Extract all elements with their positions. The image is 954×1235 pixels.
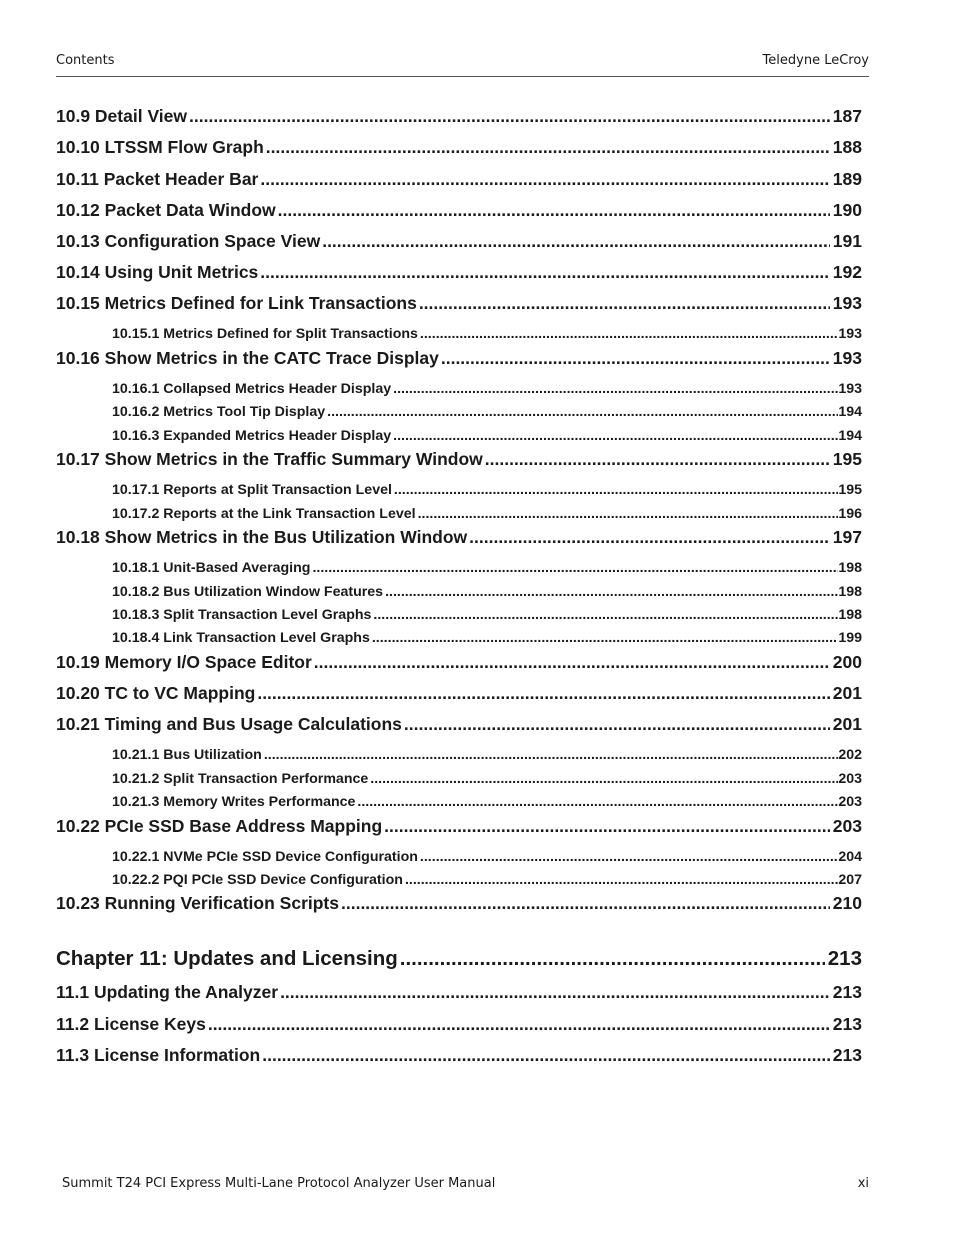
toc-subentry[interactable] xyxy=(112,506,862,522)
toc-entry-title: 11.2 License Keys xyxy=(56,1014,206,1034)
footer-page-number: xi xyxy=(857,1176,869,1191)
toc-entry-title: 10.22 PCIe SSD Base Address Mapping xyxy=(56,816,383,836)
toc-entry[interactable] xyxy=(56,982,862,1003)
toc-subentry[interactable] xyxy=(112,381,862,397)
toc-entry[interactable] xyxy=(56,816,862,837)
dot-leader xyxy=(262,1045,830,1066)
toc-entry-title: 11.1 Updating the Analyzer xyxy=(56,982,279,1002)
toc-subentry[interactable] xyxy=(112,771,862,787)
toc-subentry[interactable] xyxy=(112,794,862,810)
toc-entry-title: 10.22.2 PQI PCIe SSD Device Configuration xyxy=(112,872,403,888)
toc-entry-title: 10.9 Detail View xyxy=(56,106,188,126)
toc-entry-title: 10.23 Running Verification Scripts xyxy=(56,893,339,913)
toc-entry[interactable] xyxy=(56,893,862,914)
toc-entry-title: 10.17.1 Reports at Split Transaction Level xyxy=(112,482,392,498)
toc-entry-page: 187 xyxy=(832,106,862,126)
dot-leader xyxy=(404,714,830,735)
dot-leader xyxy=(327,404,838,420)
toc-entry-page: 196 xyxy=(838,506,862,522)
toc-entry-page: 194 xyxy=(838,404,862,420)
dot-leader xyxy=(384,816,830,837)
toc-entry-page: 204 xyxy=(838,849,862,865)
toc-entry-page: 198 xyxy=(838,560,862,576)
toc-subentry[interactable] xyxy=(112,872,862,888)
toc-entry-page: 198 xyxy=(838,584,862,600)
dot-leader xyxy=(357,794,838,810)
toc-subentry[interactable] xyxy=(112,560,862,576)
dot-leader xyxy=(419,293,830,314)
toc-entry-title: 10.21.3 Memory Writes Performance xyxy=(112,794,356,810)
toc-entry-page: 200 xyxy=(832,652,862,672)
toc-entry[interactable] xyxy=(56,527,862,548)
header-company-name: Teledyne LeCroy xyxy=(762,53,869,68)
dot-leader xyxy=(393,428,838,444)
toc-entry-title: 10.17 Show Metrics in the Traffic Summary Window xyxy=(56,449,483,469)
toc-entry[interactable] xyxy=(56,169,862,190)
toc-entry-title: 10.18.4 Link Transaction Level Graphs xyxy=(112,630,370,646)
toc-entry-page: 193 xyxy=(838,326,862,342)
dot-leader xyxy=(420,326,838,342)
header-section-name: Contents xyxy=(56,53,115,68)
dot-leader xyxy=(260,169,829,190)
dot-leader xyxy=(312,560,838,576)
toc-entry-page: 203 xyxy=(838,794,862,810)
dot-leader xyxy=(266,137,830,158)
toc-entry-title: 10.22.1 NVMe PCIe SSD Device Configuration xyxy=(112,849,418,865)
toc-entry-title: 10.16.2 Metrics Tool Tip Display xyxy=(112,404,326,420)
dot-leader xyxy=(400,947,825,971)
toc-entry[interactable] xyxy=(56,683,862,704)
dot-leader xyxy=(469,527,830,548)
toc-entry[interactable] xyxy=(56,137,862,158)
toc-entry-page: 198 xyxy=(838,607,862,623)
toc-entry-page: 191 xyxy=(832,231,862,251)
toc-entry-page: 195 xyxy=(838,482,862,498)
toc-entry-title: 10.14 Using Unit Metrics xyxy=(56,262,259,282)
toc-entry-page: 201 xyxy=(832,683,862,703)
dot-leader xyxy=(280,982,830,1003)
toc-entry-title: 11.3 License Information xyxy=(56,1045,261,1065)
dot-leader xyxy=(441,348,830,369)
toc-entry-title: 10.18 Show Metrics in the Bus Utilization Window xyxy=(56,527,468,547)
toc-subentry[interactable] xyxy=(112,326,862,342)
toc-entry-title: 10.21.2 Split Transaction Performance xyxy=(112,771,369,787)
dot-leader xyxy=(278,200,830,221)
dot-leader xyxy=(208,1014,830,1035)
toc-entry-page: 197 xyxy=(832,527,862,547)
toc-entry-page: 188 xyxy=(832,137,862,157)
toc-entry-page: 203 xyxy=(838,771,862,787)
toc-entry-page: 213 xyxy=(832,1014,862,1034)
toc-subentry[interactable] xyxy=(112,482,862,498)
dot-leader xyxy=(394,482,838,498)
toc-chapter-entry[interactable] xyxy=(56,947,862,971)
dot-leader xyxy=(314,652,830,673)
toc-entry-title: 10.10 LTSSM Flow Graph xyxy=(56,137,264,157)
toc-entry-title: 10.16 Show Metrics in the CATC Trace Display xyxy=(56,348,439,368)
toc-entry-page: 193 xyxy=(838,381,862,397)
dot-leader xyxy=(485,449,830,470)
footer-manual-title: Summit T24 PCI Express Multi-Lane Protocol Analyzer User Manual xyxy=(62,1176,496,1191)
toc-subentry[interactable] xyxy=(112,607,862,623)
toc-entry-page: 192 xyxy=(832,262,862,282)
dot-leader xyxy=(373,607,838,623)
toc-entry-page: 193 xyxy=(832,348,862,368)
toc-subentry[interactable] xyxy=(112,584,862,600)
toc-entry-page: 195 xyxy=(832,449,862,469)
dot-leader xyxy=(370,771,838,787)
dot-leader xyxy=(393,381,838,397)
toc-entry-title: 10.18.2 Bus Utilization Window Features xyxy=(112,584,384,600)
toc-entry-page: 202 xyxy=(838,747,862,763)
dot-leader xyxy=(260,262,830,283)
toc-subentry[interactable] xyxy=(112,428,862,444)
dot-leader xyxy=(385,584,838,600)
toc-entry-page: 210 xyxy=(832,893,862,913)
toc-entry-page: 213 xyxy=(832,1045,862,1065)
dot-leader xyxy=(420,849,838,865)
dot-leader xyxy=(418,506,839,522)
toc-entry[interactable] xyxy=(56,348,862,369)
toc-entry[interactable] xyxy=(56,652,862,673)
toc-entry-page: 207 xyxy=(838,872,862,888)
toc-entry-title: 10.16.1 Collapsed Metrics Header Display xyxy=(112,381,392,397)
toc-entry[interactable] xyxy=(56,714,862,735)
toc-entry-title: 10.16.3 Expanded Metrics Header Display xyxy=(112,428,392,444)
toc-entry-title: 10.20 TC to VC Mapping xyxy=(56,683,256,703)
toc-entry-page: 213 xyxy=(827,947,862,970)
toc-entry-page: 203 xyxy=(832,816,862,836)
toc-entry-title: 10.21 Timing and Bus Usage Calculations xyxy=(56,714,402,734)
toc-entry-page: 199 xyxy=(838,630,862,646)
dot-leader xyxy=(372,630,838,646)
toc-subentry[interactable] xyxy=(112,747,862,763)
toc-entry[interactable] xyxy=(56,200,862,221)
toc-entry[interactable] xyxy=(56,231,862,252)
table-of-contents xyxy=(56,0,862,1235)
toc-entry[interactable] xyxy=(56,1014,862,1035)
dot-leader xyxy=(322,231,830,252)
toc-subentry[interactable] xyxy=(112,630,862,646)
toc-entry[interactable] xyxy=(56,1045,862,1066)
dot-leader xyxy=(405,872,838,888)
dot-leader xyxy=(264,747,839,763)
toc-entry-title: 10.13 Configuration Space View xyxy=(56,231,321,251)
toc-entry-title: 10.18.3 Split Transaction Level Graphs xyxy=(112,607,372,623)
toc-entry-page: 194 xyxy=(838,428,862,444)
dot-leader xyxy=(341,893,830,914)
dot-leader xyxy=(189,106,830,127)
toc-entry-title: 10.15 Metrics Defined for Link Transactions xyxy=(56,293,417,313)
toc-entry-page: 189 xyxy=(832,169,862,189)
toc-entry[interactable] xyxy=(56,449,862,470)
toc-entry-page: 201 xyxy=(832,714,862,734)
toc-entry-title: 10.18.1 Unit-Based Averaging xyxy=(112,560,311,576)
toc-entry[interactable] xyxy=(56,106,862,127)
toc-entry-title: 10.19 Memory I/O Space Editor xyxy=(56,652,312,672)
toc-entry-title: 10.21.1 Bus Utilization xyxy=(112,747,262,763)
toc-entry[interactable] xyxy=(56,262,862,283)
toc-entry-page: 193 xyxy=(832,293,862,313)
toc-entry-title: 10.12 Packet Data Window xyxy=(56,200,276,220)
toc-entry-page: 213 xyxy=(832,982,862,1002)
toc-entry-title: 10.11 Packet Header Bar xyxy=(56,169,259,189)
toc-entry-title: 10.17.2 Reports at the Link Transaction Level xyxy=(112,506,416,522)
toc-entry-page: 190 xyxy=(832,200,862,220)
toc-entry-title: Chapter 11: Updates and Licensing xyxy=(56,947,398,970)
toc-subentry[interactable] xyxy=(112,404,862,420)
dot-leader xyxy=(257,683,829,704)
toc-entry[interactable] xyxy=(56,293,862,314)
toc-entry-title: 10.15.1 Metrics Defined for Split Transactions xyxy=(112,326,418,342)
toc-subentry[interactable] xyxy=(112,849,862,865)
